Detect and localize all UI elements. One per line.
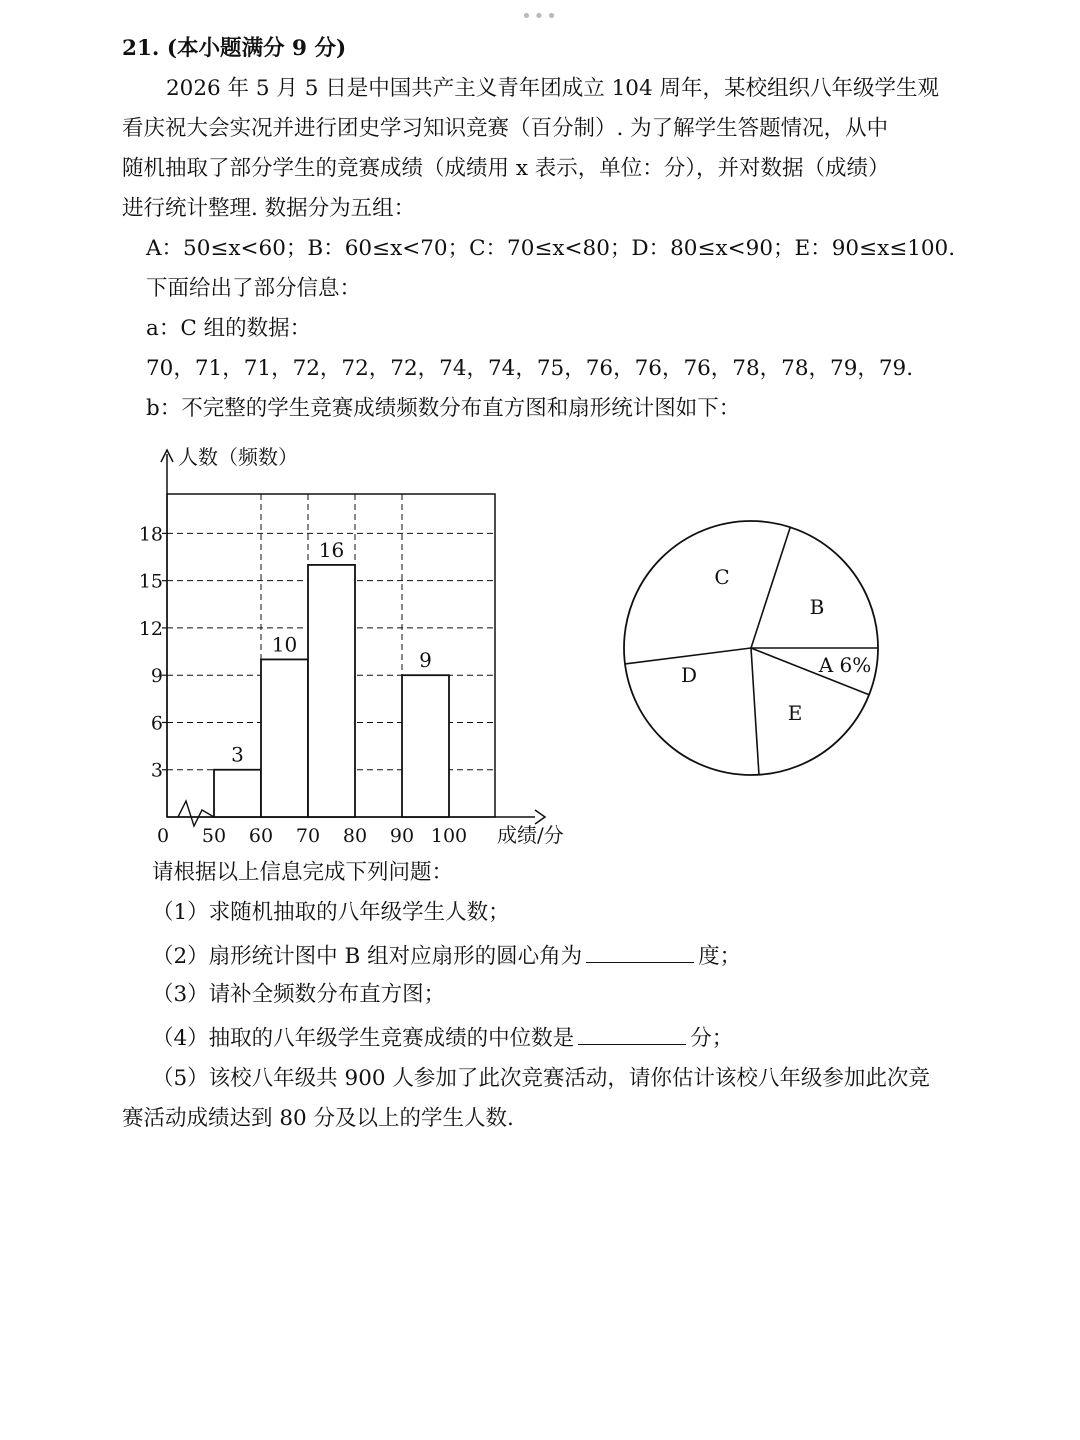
stem-line-3: 随机抽取了部分学生的竞赛成绩（成绩用 x 表示，单位：分），并对数据（成绩） [122,156,890,181]
stem-line-2: 看庆祝大会实况并进行团史学习知识竞赛（百分制）. 为了解学生答题情况，从中 [122,116,889,141]
bar-60-70 [261,659,308,817]
x-axis-label: 成绩/分 [497,823,564,847]
answer-blank-4[interactable] [578,1026,686,1045]
info-b-label: b：不完整的学生竞赛成绩频数分布直方图和扇形统计图如下： [146,396,741,421]
stem-line-1: 2026 年 5 月 5 日是中国共产主义青年团成立 104 周年，某校组织八年级学生观 [166,76,939,101]
pie-label-B: B [809,595,825,619]
question-part-3 [152,984,445,1006]
pie-label-C: C [714,565,730,589]
questions-prompt: 请根据以上信息完成下列问题： [152,860,454,885]
bar-label-60-70: 10 [271,632,298,657]
bar-label-50-60: 3 [231,742,244,767]
question-part-1 [152,902,510,924]
question-part-4 [152,1026,733,1050]
top-drag-handle[interactable]: ••• [521,6,559,27]
bar-70-80 [308,565,355,817]
group-c-data: 70，71，71，72，72，72，74，74，75，76，76，76，78，78，79，79. [146,356,914,381]
question-part-5-cont [122,1108,514,1130]
x-tick-label-70: 70 [295,825,321,847]
part-2-text: （2）扇形统计图中 B 组对应扇形的圆心角为 [152,944,583,969]
pie-label-A: A 6% [818,653,872,677]
pie-chart [624,521,878,775]
part-3-text: （3）请补全频数分布直方图； [152,982,446,1007]
question-title: 21. (本小题满分 9 分) [122,36,347,61]
part-2-suffix: 度； [698,944,742,969]
y-tick-label-18: 18 [138,523,163,546]
pie-label-E: E [787,701,803,725]
question-part-5 [152,1068,930,1090]
info-intro: 下面给出了部分信息： [146,276,362,301]
y-tick-label-15: 15 [138,570,163,593]
bar-label-90-100: 9 [419,648,432,673]
part-4-text: （4）抽取的八年级学生竞赛成绩的中位数是 [152,1026,575,1051]
y-tick-label-3: 3 [150,759,163,782]
x-axis-arrow [535,810,545,824]
part-4-suffix: 分； [690,1026,734,1051]
group-definitions: A：50≤x<60；B：60≤x<70；C：70≤x<80；D：80≤x<90；E：90≤x≤100. [146,236,956,261]
x-tick-label-100: 100 [430,825,468,847]
info-a-label: a：C 组的数据： [146,316,312,341]
part-5-text: （5）该校八年级共 900 人参加了此次竞赛活动，请你估计该校八年级参加此次竞 [152,1066,930,1091]
part-1-text: （1）求随机抽取的八年级学生人数； [152,900,510,925]
bar-90-100 [402,675,449,817]
stem-line-4: 进行统计整理. 数据分为五组： [122,196,416,221]
bar-50-60 [214,770,261,817]
bar-label-70-80: 16 [318,537,345,562]
part-5-text-cont: 赛活动成绩达到 80 分及以上的学生人数. [122,1106,514,1131]
pie-label-D: D [680,663,698,687]
origin-label: 0 [157,825,170,847]
y-tick-label-9: 9 [150,665,163,688]
x-tick-label-60: 60 [248,825,274,847]
question-part-2 [152,944,741,968]
answer-blank-2[interactable] [586,944,694,963]
x-tick-label-50: 50 [201,825,227,847]
y-axis-label: 人数（频数） [178,445,298,469]
histogram-chart [139,445,564,847]
x-tick-label-90: 90 [389,825,415,847]
y-tick-label-12: 12 [138,617,163,640]
x-tick-label-80: 80 [342,825,368,847]
y-tick-label-6: 6 [150,712,163,735]
axis-break-mark [178,801,214,826]
